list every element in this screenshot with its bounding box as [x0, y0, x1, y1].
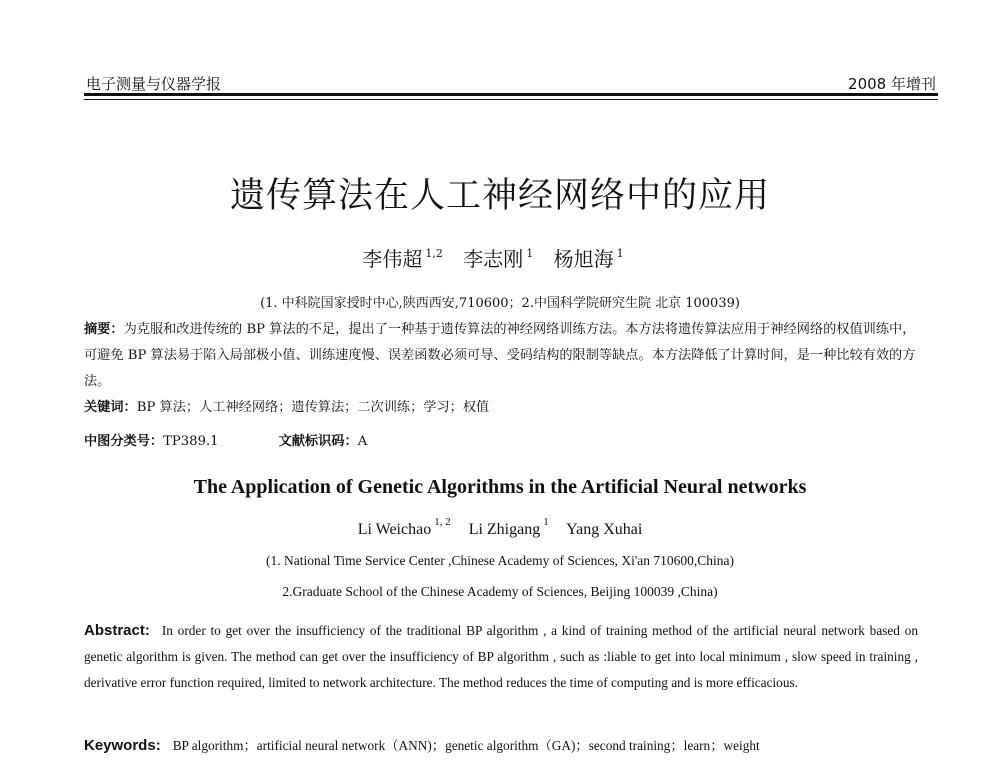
author-name: 李伟超	[362, 247, 423, 271]
english-abstract	[84, 618, 918, 696]
class-value: TP389.1	[163, 434, 219, 449]
author-name: Li Weichao	[357, 521, 432, 538]
author-affil-mark: 1, 2	[434, 516, 451, 528]
chinese-authors	[0, 243, 1000, 272]
abstract-text: In order to get over the insufficiency of the traditional BP algorithm , a kind of training method of the artificial neural network based on genetic algorithm is given. The method can get over the insufficiency of BP algorithm , such as :liable to get into local minimum , slow speed in training , derivative error function required, limited to network architecture. The method reduces the time of computing and is more efficacious.	[84, 623, 918, 690]
abstract-label: 摘要：	[84, 322, 124, 337]
chinese-title: 遗传算法在人工神经网络中的应用	[229, 176, 770, 216]
chinese-abstract	[84, 317, 916, 395]
author-affil-mark: 1	[543, 516, 549, 528]
english-authors	[0, 516, 1000, 539]
english-title: The Application of Genetic Algorithms in the Artificial Neural networks	[193, 476, 807, 498]
abstract-text: 为克服和改进传统的 BP 算法的不足，提出了一种基于遗传算法的神经网络训练方法。本方法将遗传算法应用于神经网络的权值训练中，可避免 BP 算法易于陷入局部极小值、训练速度慢、误差函数必须可导、受码结构的限制等缺点。本方法降低了计算时间，是一种比较有效的方法。	[84, 322, 916, 389]
author-affil-mark: 1	[526, 247, 534, 260]
issue-label: 2008 年增刊	[848, 75, 936, 93]
class-label: 中图分类号：	[84, 434, 164, 449]
abstract-label: Abstract:	[84, 622, 150, 639]
chinese-keywords	[84, 396, 916, 415]
english-affiliation-1: (1. National Time Service Center ,Chinese Academy of Sciences, Xi'an 710600,China)	[265, 553, 735, 568]
author-affil-mark: 1	[616, 247, 624, 260]
keywords-text: BP algorithm；artificial neural network（ANN)；genetic algorithm（GA)；second training；learn；weight	[172, 738, 760, 753]
author-name: 李志刚	[463, 247, 524, 271]
journal-name: 电子测量与仪器学报	[86, 75, 222, 93]
classification-line	[84, 430, 367, 449]
english-keywords	[84, 735, 918, 754]
author-name: 杨旭海	[553, 247, 614, 271]
author-name: Li Zhigang	[468, 521, 541, 538]
english-affiliation-2: 2.Graduate School of the Chinese Academy of Sciences, Beijing 100039 ,China)	[282, 584, 718, 599]
header-rule-thick	[84, 93, 938, 96]
keywords-text: BP 算法；人工神经网络；遗传算法；二次训练；学习；权值	[136, 400, 490, 415]
doc-code-value: A	[357, 434, 368, 449]
author-affil-mark: 1,2	[425, 247, 443, 260]
keywords-label: 关键词：	[84, 400, 137, 415]
doc-code-label: 文献标识码：	[278, 434, 358, 449]
header-rule-thin	[84, 99, 938, 100]
keywords-label: Keywords:	[84, 737, 161, 754]
chinese-affiliation: (1. 中科院国家授时中心,陕西西安,710600；2.中国科学院研究生院 北京 100039)	[260, 296, 740, 311]
author-name: Yang Xuhai	[566, 521, 643, 538]
